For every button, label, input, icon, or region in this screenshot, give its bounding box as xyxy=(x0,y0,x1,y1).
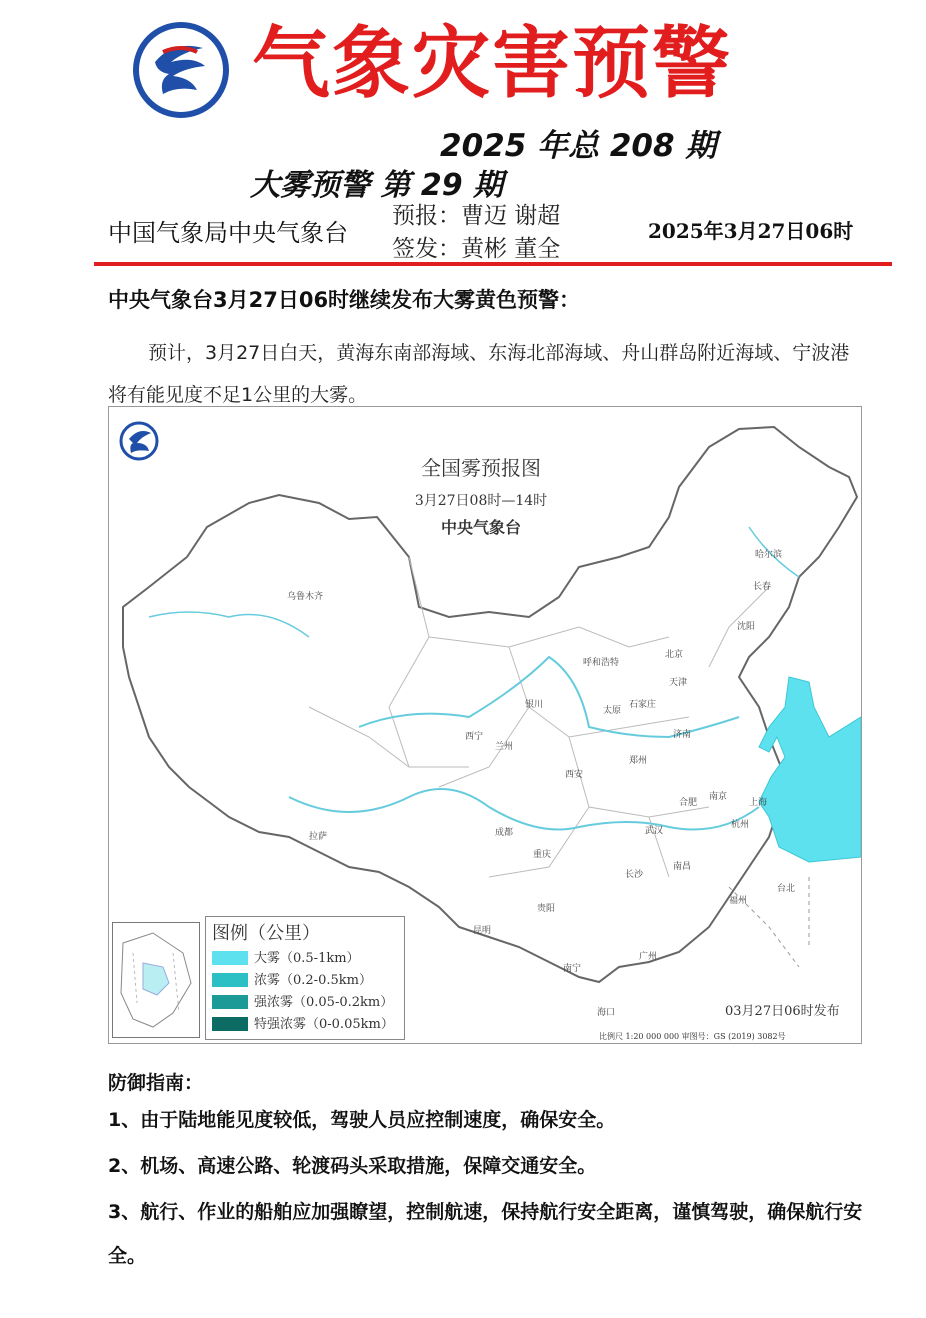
warning-headline: 中央气象台3月27日06时继续发布大雾黄色预警： xyxy=(108,288,581,312)
legend-label: 浓雾（0.2-0.5km） xyxy=(254,973,372,988)
issuing-organization: 中国气象局中央气象台 xyxy=(108,219,348,247)
city-taiyuan: 太原 xyxy=(603,706,622,716)
city-changchun: 长春 xyxy=(753,582,772,592)
guidance-title: 防御指南： xyxy=(108,1072,204,1094)
city-nanning: 南宁 xyxy=(563,964,582,974)
map-footer-note: 比例尺 1:20 000 000 审图号：GS (2019) 3082号 xyxy=(599,1032,786,1041)
city-fuzhou: 福州 xyxy=(729,896,748,906)
city-jinan: 济南 xyxy=(673,730,692,740)
legend-item xyxy=(212,991,402,1013)
city-zhengzhou: 郑州 xyxy=(629,756,648,766)
city-xian: 西安 xyxy=(565,770,584,780)
legend-label: 特强浓雾（0-0.05km） xyxy=(254,1017,394,1032)
signers: 签发：黄彬 董全 xyxy=(392,236,561,262)
city-lhasa: 拉萨 xyxy=(309,832,328,842)
warning-body: 预计，3月27日白天，黄海东南部海域、东海北部海域、舟山群岛附近海域、宁波港将有能见度不足1公里的大雾。 xyxy=(108,342,850,406)
city-lanzhou: 兰州 xyxy=(495,742,514,752)
city-hefei: 合肥 xyxy=(679,798,698,808)
city-wuhan: 武汉 xyxy=(645,826,664,836)
legend-item xyxy=(212,1013,402,1035)
city-guangzhou: 广州 xyxy=(639,952,658,962)
issue-time: 2025年3月27日06时 xyxy=(648,219,854,243)
city-xining: 西宁 xyxy=(465,732,484,742)
city-changsha: 长沙 xyxy=(625,870,644,880)
city-shijiazhuang: 石家庄 xyxy=(629,700,657,710)
city-tianjin: 天津 xyxy=(669,678,688,688)
city-beijing: 北京 xyxy=(665,650,684,660)
map-title: 全国雾预报图 xyxy=(421,456,541,480)
legend-swatch xyxy=(212,951,248,965)
guidance-item-2: 2、机场、高速公路、轮渡码头采取措施，保障交通安全。 xyxy=(108,1155,597,1177)
legend-label: 大雾（0.5-1km） xyxy=(254,951,360,966)
legend-item xyxy=(212,947,402,969)
city-urumqi: 乌鲁木齐 xyxy=(287,592,324,602)
map-publish-note: 03月27日06时发布 xyxy=(725,1004,840,1019)
city-nanjing: 南京 xyxy=(709,792,728,802)
city-yinchuan: 银川 xyxy=(525,700,544,710)
city-guiyang: 贵阳 xyxy=(537,904,556,914)
city-chongqing: 重庆 xyxy=(533,850,552,860)
map-period: 3月27日08时—14时 xyxy=(414,493,548,509)
forecasters: 预报：曹迈 谢超 xyxy=(392,203,561,229)
city-hohhot: 呼和浩特 xyxy=(583,658,620,668)
map-legend xyxy=(205,916,405,1040)
city-hangzhou: 杭州 xyxy=(731,820,750,830)
legend-swatch xyxy=(212,995,248,1009)
cma-logo xyxy=(133,22,229,118)
city-chengdu: 成都 xyxy=(495,828,514,838)
city-haikou: 海口 xyxy=(597,1008,616,1018)
legend-swatch xyxy=(212,1017,248,1031)
legend-title: 图例（公里） xyxy=(212,923,320,944)
legend-swatch xyxy=(212,973,248,987)
legend-label: 强浓雾（0.05-0.2km） xyxy=(254,995,394,1010)
guidance-item-1: 1、由于陆地能见度较低，驾驶人员应控制速度，确保安全。 xyxy=(108,1109,616,1131)
city-kunming: 昆明 xyxy=(473,926,492,936)
city-shanghai: 上海 xyxy=(749,798,768,808)
city-harbin: 哈尔滨 xyxy=(755,550,783,560)
fog-warning-issue: 大雾预警 第 29 期 xyxy=(250,168,504,203)
south-china-sea-inset xyxy=(112,922,200,1038)
legend-item xyxy=(212,969,402,991)
issue-number: 2025 年总 208 期 xyxy=(440,128,717,164)
city-taibei: 台北 xyxy=(777,884,796,894)
city-shenyang: 沈阳 xyxy=(737,622,756,632)
document-title: 气象灾害预警 xyxy=(252,18,733,109)
header-divider xyxy=(94,262,892,266)
city-nanchang: 南昌 xyxy=(673,862,692,872)
guidance-item-3: 3、航行、作业的船舶应加强瞭望，控制航速，保持航行安全距离，谨慎驾驶，确保航行安全。 xyxy=(108,1201,863,1267)
staff-block xyxy=(392,200,560,266)
map-agency: 中央气象台 xyxy=(440,518,522,537)
